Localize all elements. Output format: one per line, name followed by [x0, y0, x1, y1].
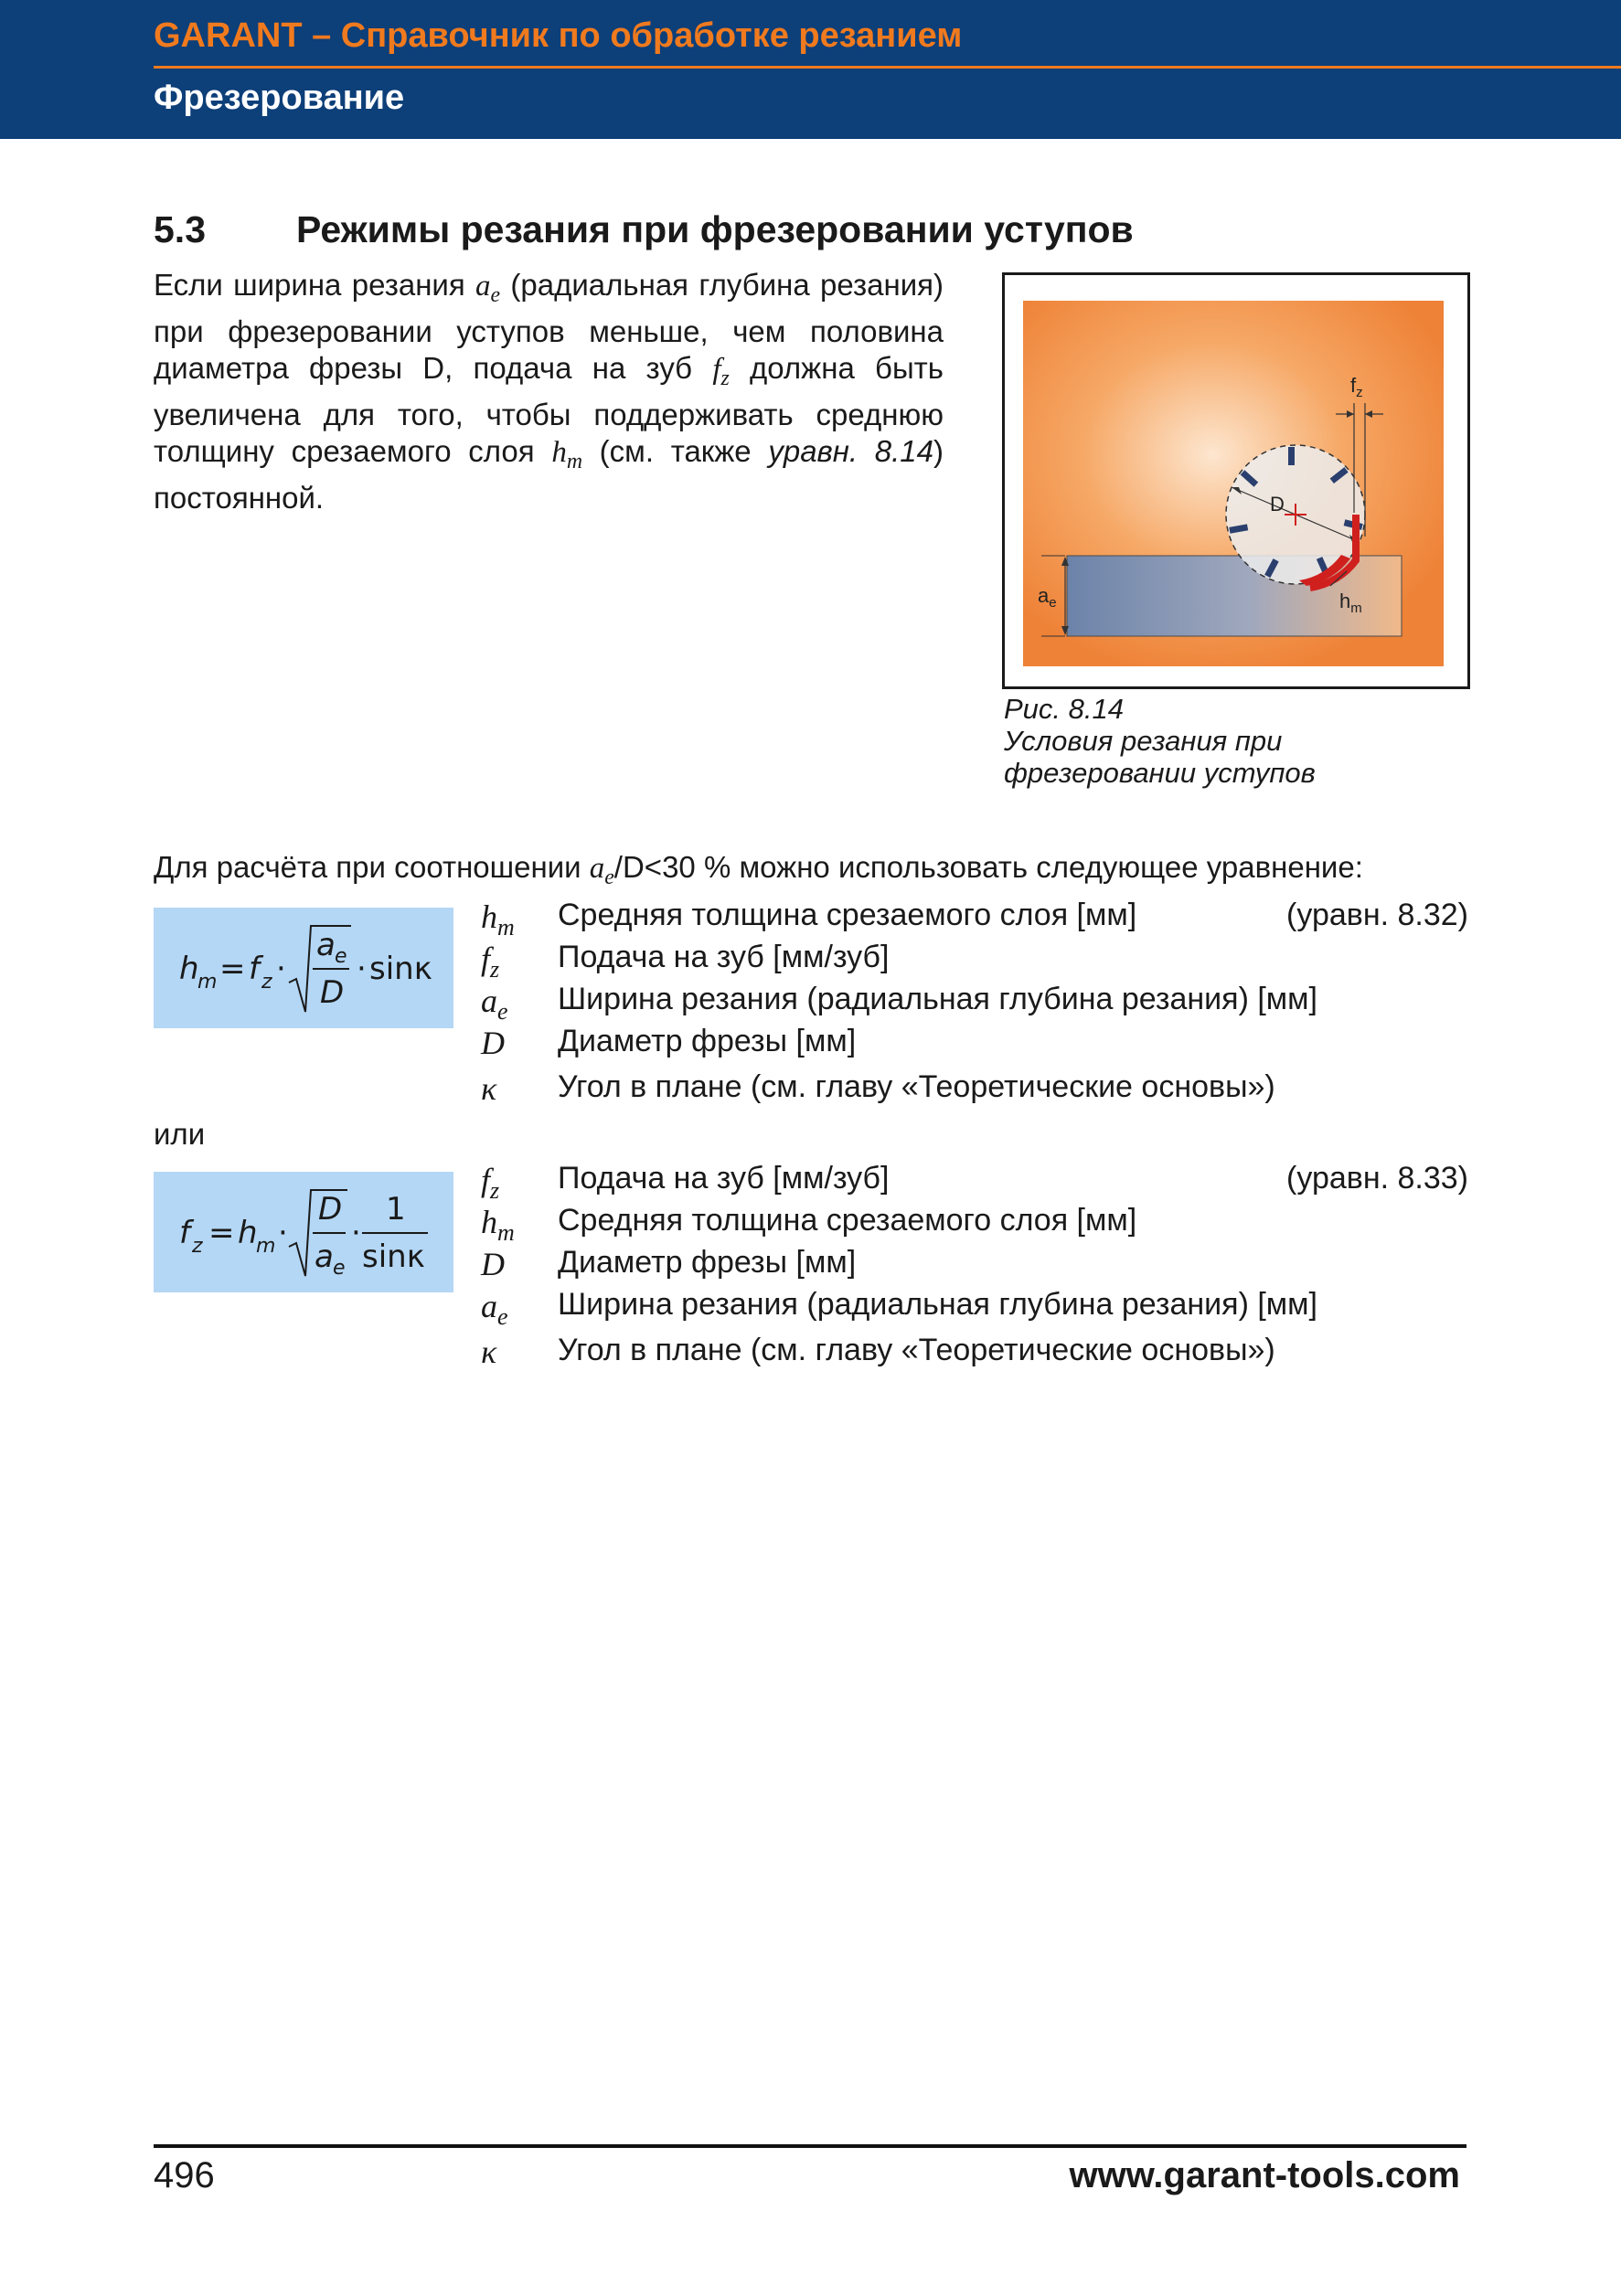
symbol-ae: $a_e$: [475, 270, 501, 308]
figure-caption-line-1: Условия резания при: [1004, 725, 1283, 757]
svg-text:e: e: [335, 945, 347, 968]
symbol-hm: $h_m$: [551, 436, 582, 474]
svg-text:D: D: [320, 974, 345, 1011]
intro-paragraph: [154, 267, 944, 516]
svg-text:e: e: [333, 1257, 346, 1280]
svg-text:1: 1: [386, 1191, 406, 1228]
svg-text:a: a: [315, 1238, 334, 1275]
svg-text:sinκ: sinκ: [369, 951, 432, 987]
header-brand: GARANT – Справочник по обработке резанием: [154, 16, 963, 55]
svg-text:·: ·: [351, 1215, 361, 1251]
or-separator: или: [154, 1117, 206, 1151]
svg-text:h: h: [238, 1215, 258, 1251]
figure-cutting-conditions: [1002, 272, 1470, 689]
legend-row: κ Угол в плане (см. главу «Теоретические основы»): [481, 1333, 1275, 1370]
label-fz: $f_z$: [1350, 374, 1363, 400]
legend-row: $h_m$ Средняя толщина срезаемого слоя [мм] (уравн. 8.32): [481, 898, 1468, 941]
svg-text:=: =: [208, 1215, 235, 1251]
intro-text-3: должна быть увеличена для того, чтобы поддерживать среднюю толщину срезаемого слоя: [154, 351, 944, 469]
svg-text:·: ·: [357, 951, 367, 987]
svg-text:m: m: [197, 971, 218, 994]
svg-text:=: =: [219, 951, 246, 987]
page-header: [0, 0, 1621, 139]
footer-divider: [154, 2144, 1466, 2148]
label-hm: $h_m$: [1339, 590, 1362, 616]
formula-fz: [154, 1172, 453, 1292]
legend-row: $h_m$ Средняя толщина срезаемого слоя [мм]: [481, 1203, 1137, 1246]
svg-text:·: ·: [276, 951, 286, 987]
page-number: 496: [154, 2155, 215, 2195]
svg-text:a: a: [316, 927, 336, 963]
legend-row: $f_z$ Подача на зуб [мм/зуб]: [481, 940, 890, 983]
cutting-diagram: [1005, 275, 1467, 686]
legend-row: κ Угол в плане (см. главу «Теоретические основы»): [481, 1069, 1275, 1107]
svg-text:D: D: [318, 1191, 343, 1228]
legend-row: D Диаметр фрезы [мм]: [481, 1024, 857, 1061]
svg-text:f: f: [179, 1215, 190, 1251]
figure-caption: [1004, 693, 1316, 789]
section-number: 5.3: [154, 208, 206, 250]
legend-row: $f_z$ Подача на зуб [мм/зуб] (уравн. 8.33): [481, 1161, 1468, 1204]
calculation-intro: Для расчёта при соотношении $a_e/D<30$ % можно использовать следующее уравнение:: [154, 850, 1363, 890]
svg-text:·: ·: [278, 1215, 288, 1251]
intro-text-4: (см. также: [582, 434, 769, 469]
svg-text:f: f: [249, 951, 260, 987]
svg-text:z: z: [261, 971, 272, 994]
header-chapter: Фрезерование: [154, 79, 405, 117]
legend-row: $a_e$ Ширина резания (радиальная глубина резания) [мм]: [481, 982, 1317, 1025]
label-ae: $a_e$: [1038, 584, 1057, 611]
formula-hm-svg: [154, 908, 453, 1028]
section-title-text: Режимы резания при фрезеровании уступов: [296, 208, 1134, 250]
website-link[interactable]: www.garant-tools.com: [1069, 2155, 1460, 2195]
svg-text:sinκ: sinκ: [362, 1238, 425, 1275]
intro-text-1: Если ширина резания: [154, 268, 476, 302]
intro-text-2: (радиальная глубина резания) при фрезеровании уступов меньше, чем половина диаметра фрезы D, подача на зуб: [154, 268, 944, 386]
symbol-ae-inline: $a_e$: [589, 852, 614, 890]
legend-row: D Диаметр фрезы [мм]: [481, 1245, 857, 1282]
figure-caption-number: Рис. 8.14: [1004, 693, 1124, 725]
equation-reference: уравн. 8.14: [768, 434, 934, 469]
svg-text:m: m: [256, 1235, 276, 1258]
intro-text-5: ) постоянной.: [154, 434, 944, 516]
header-divider: [154, 66, 1621, 69]
legend-formula-fz: [481, 1159, 1468, 1378]
symbol-fz: $f_z$: [712, 353, 730, 391]
section-title: [154, 208, 1134, 251]
label-D: D: [1270, 493, 1285, 516]
equation-number: (уравн. 8.32): [1286, 898, 1468, 932]
legend-formula-hm: [481, 896, 1468, 1115]
equation-number: (уравн. 8.33): [1286, 1161, 1468, 1196]
svg-text:h: h: [179, 951, 199, 987]
figure-caption-line-2: фрезеровании уступов: [1004, 757, 1316, 789]
legend-row: $a_e$ Ширина резания (радиальная глубина резания) [мм]: [481, 1287, 1317, 1330]
svg-text:z: z: [192, 1235, 203, 1258]
formula-hm: [154, 908, 453, 1028]
formula-fz-svg: [154, 1172, 453, 1292]
